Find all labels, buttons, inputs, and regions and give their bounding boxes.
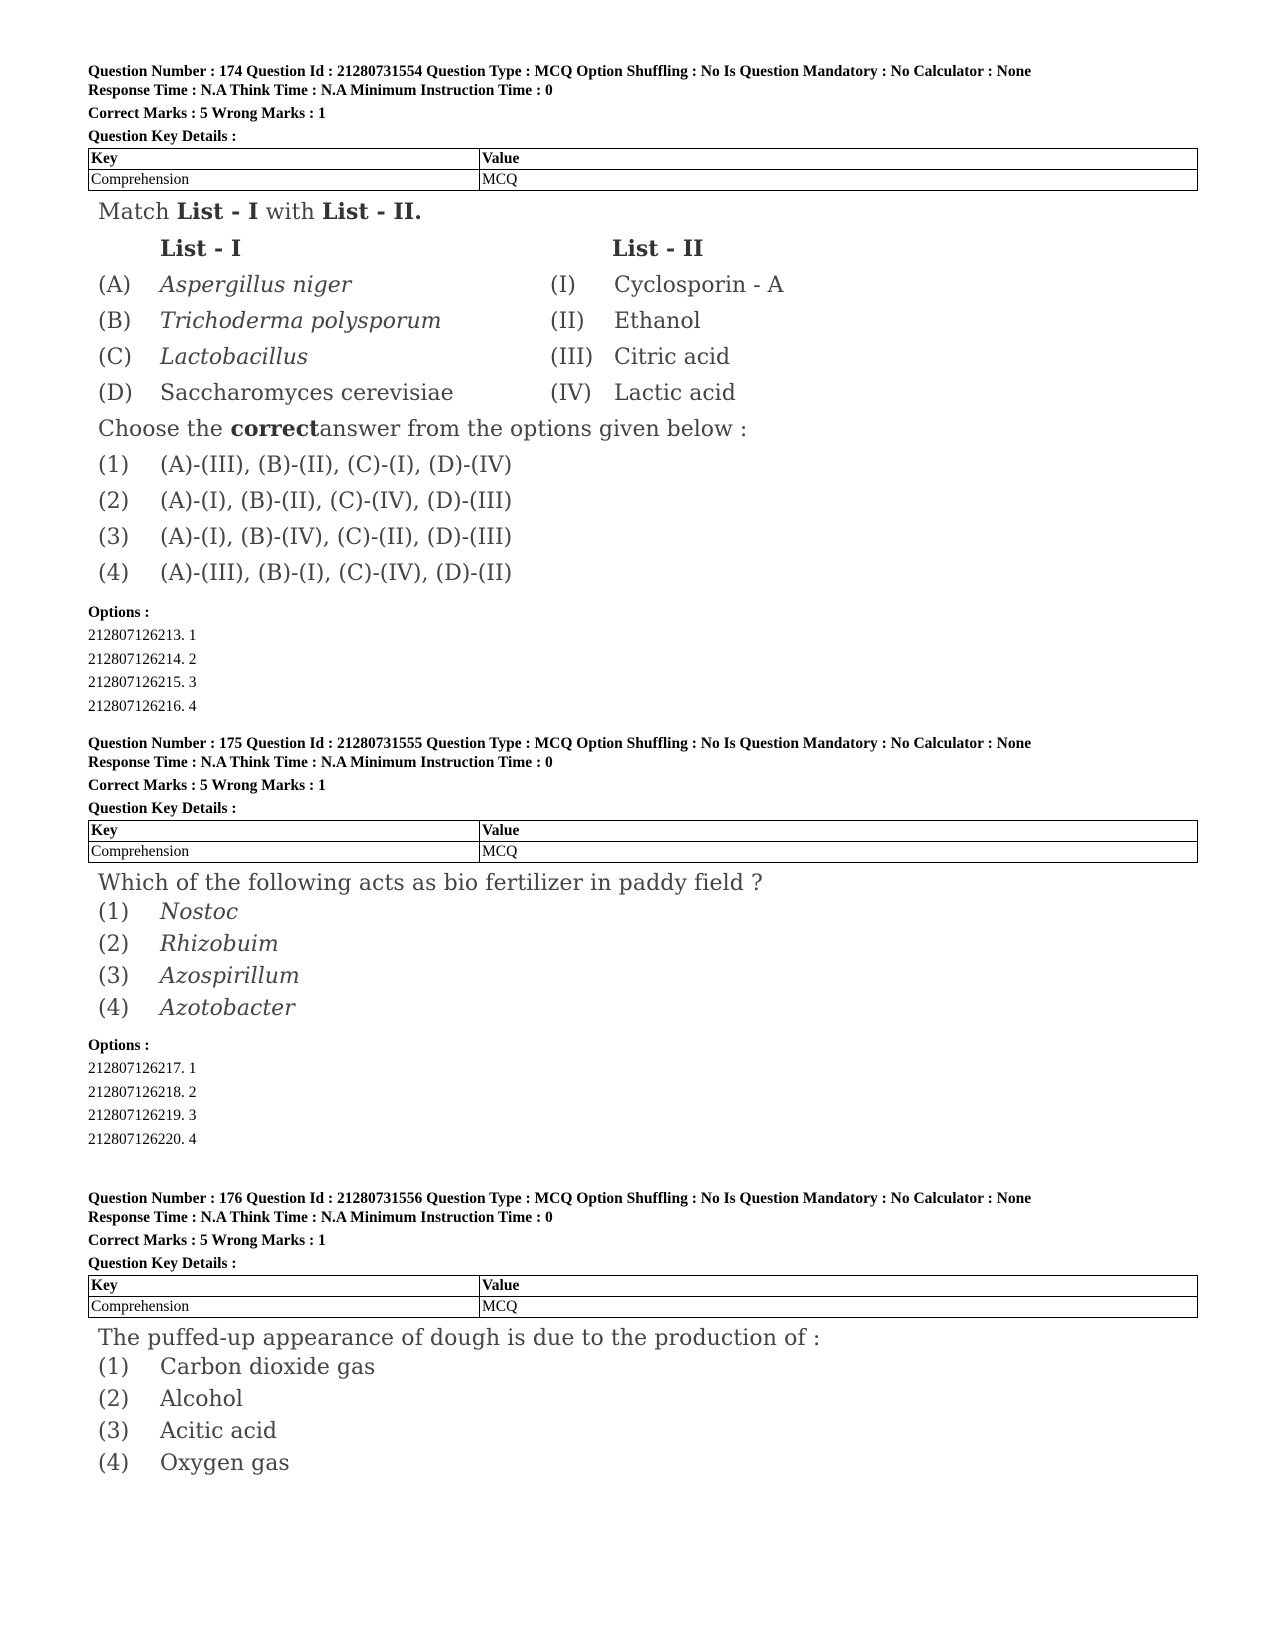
key-header: Key [89,149,480,170]
question-body [98,871,1198,1024]
answer-choice: (3) Acitic acid [98,1418,277,1444]
answer-choice: (1) (A)-(III), (B)-(II), (C)-(I), (D)-(IV) [98,452,513,478]
question-meta-line2: Response Time : N.A Think Time : N.A Minimum Instruction Time : 0 [88,754,553,771]
key-cell: Comprehension [89,842,480,863]
answer-choice: (2) Alcohol [98,1386,243,1412]
value-header: Value [480,821,1198,842]
question-meta-line2: Response Time : N.A Think Time : N.A Minimum Instruction Time : 0 [88,1209,553,1226]
question-body [98,199,1198,591]
option-item: 212807126220. 4 [88,1130,197,1148]
question-meta-line2: Response Time : N.A Think Time : N.A Minimum Instruction Time : 0 [88,82,553,99]
value-header: Value [480,1276,1198,1297]
answer-choice: (3) (A)-(I), (B)-(IV), (C)-(II), (D)-(III) [98,524,513,550]
key-cell: Comprehension [89,1297,480,1318]
question-key-details-label: Question Key Details : [88,128,237,145]
options-label: Options : [88,604,150,621]
option-item: 212807126215. 3 [88,674,197,691]
question-176 [88,1189,1198,1479]
answer-choice: (2) (A)-(I), (B)-(II), (C)-(IV), (D)-(III) [98,488,513,514]
option-item: 212807126213. 1 [88,627,197,644]
question-key-details-label: Question Key Details : [88,1255,237,1272]
question-marks: Correct Marks : 5 Wrong Marks : 1 [88,105,326,122]
match-row: (A) Aspergillus niger (I) Cyclosporin - A [98,272,784,298]
question-stem: Match List - I with List - II. [98,199,423,225]
answer-choice: (4) Oxygen gas [98,1450,290,1476]
question-stem: Which of the following acts as bio fertilizer in paddy field ? [98,871,763,896]
question-174 [88,62,1198,718]
answer-choice: (2) Rhizobuim [98,931,279,957]
question-175 [88,734,1198,1151]
value-cell: MCQ [480,170,1198,191]
options-label: Options : [88,1037,150,1054]
key-cell: Comprehension [89,170,480,191]
choose-instruction: Choose the correct answer from the options given below : [98,416,748,442]
question-key-details-label: Question Key Details : [88,800,237,817]
match-row: (B) Trichoderma polysporum (II) Ethanol [98,308,701,334]
list2-title: List - II [612,236,704,262]
key-header: Key [89,1276,480,1297]
match-row: (D) Saccharomyces cerevisiae (IV) Lactic acid [98,380,736,406]
question-key-table [88,1275,1198,1318]
question-stem: The puffed-up appearance of dough is due to the production of : [98,1326,821,1351]
answer-choice: (1) Carbon dioxide gas [98,1354,376,1380]
question-key-table [88,148,1198,191]
question-marks: Correct Marks : 5 Wrong Marks : 1 [88,1232,326,1249]
option-item: 212807126217. 1 [88,1060,197,1077]
option-item: 212807126219. 3 [88,1107,197,1124]
question-marks: Correct Marks : 5 Wrong Marks : 1 [88,777,326,794]
answer-choice: (3) Azospirillum [98,963,300,989]
question-key-table [88,820,1198,863]
match-row: (C) Lactobacillus (III) Citric acid [98,344,731,370]
value-cell: MCQ [480,1297,1198,1318]
option-item: 212807126216. 4 [88,697,197,715]
list-headers [98,231,1198,267]
question-body [98,1326,1198,1479]
answer-choice: (4) Azotobacter [98,995,295,1021]
answer-choice: (1) Nostoc [98,899,239,925]
question-meta-line1: Question Number : 176 Question Id : 21280731556 Question Type : MCQ Option Shuffling : No Is Question Mandatory : No Calculator : None [88,1190,1032,1207]
question-meta-line1: Question Number : 175 Question Id : 21280731555 Question Type : MCQ Option Shuffling : No Is Question Mandatory : No Calculator : None [88,735,1032,752]
value-cell: MCQ [480,842,1198,863]
option-item: 212807126214. 2 [88,650,197,668]
key-header: Key [89,821,480,842]
question-meta-line1: Question Number : 174 Question Id : 21280731554 Question Type : MCQ Option Shuffling : No Is Question Mandatory : No Calculator : None [88,63,1032,80]
value-header: Value [480,149,1198,170]
answer-choice: (4) (A)-(III), (B)-(I), (C)-(IV), (D)-(II) [98,560,513,586]
option-item: 212807126218. 2 [88,1083,197,1101]
list1-title: List - I [160,236,242,262]
